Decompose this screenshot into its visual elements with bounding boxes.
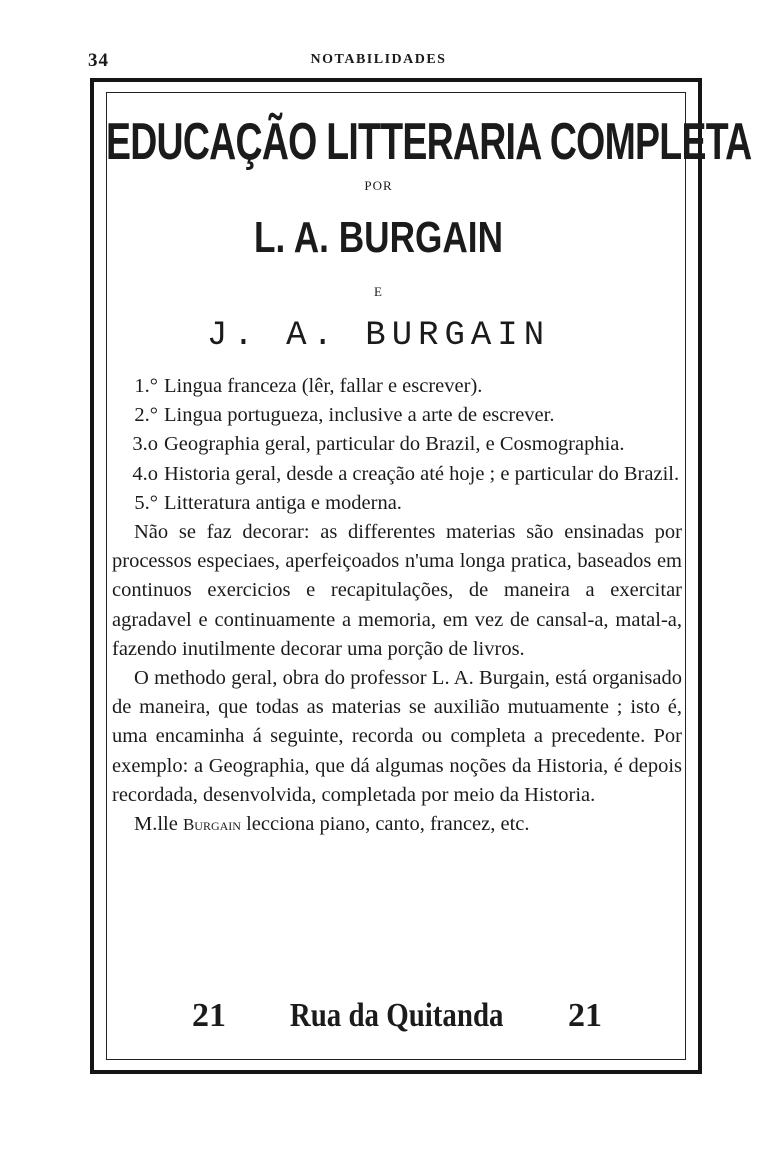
address-street: Rua da Quitanda [290,997,504,1034]
ad-por: POR [364,178,393,193]
signoff-name: Burgain [182,815,241,835]
subject-number: 5.° [134,491,158,514]
address-number-right: 21 [567,997,602,1034]
address-number-left: 21 [192,997,226,1034]
signoff-text: lecciona piano, canto, francez, etc. [246,813,530,836]
subject-item [112,430,682,459]
ad-body [112,372,682,839]
subject-list [112,372,682,518]
subject-text: Lingua franceza (lêr, fallar e escrever). [164,375,483,397]
method-paragraph-2: O methodo geral, obra do professor L. A. Burgain, está organisado de maneira, que todas as materias se auxilião mutuamente ; isto é, uma encaminha á seguinte, recorda ou completa a precedente. Por exemplo: a Geographia, que dá algumas noções da Historia, é depois recordada, desenvolvida, completada por meio da Historia. [112,667,682,806]
ad-conjunction: E [374,284,383,299]
subject-text: Litteratura antiga e moderna. [164,491,402,514]
running-head: NOTABILIDADES [310,52,447,67]
subject-item [112,372,682,401]
page-number: 34 [88,50,109,71]
subject-item [112,460,682,489]
signoff-line [112,810,682,839]
subject-number: 3.o [132,433,158,456]
ad-headline: EDUCAÇÃO LITTERARIA COMPLETA [105,113,752,171]
subject-item [112,489,682,518]
subject-number: 4.o [132,462,158,485]
method-paragraph: Não se faz decorar: as differentes materias são ensinadas por processos especiaes, aperfeiçoados n'uma longa pratica, baseados em continuos exercicios e recapitulações, de maneira a exercitar agradavel e continuamente a memoria, em vez de cansal-a, matal-a, fazendo inutilmente decorar uma porção de livros. [112,521,682,660]
ad-author-2: J. A. BURGAIN [206,317,551,355]
signoff-title: M.lle [134,813,178,836]
subject-text: Lingua portugueza, inclusive a arte de escrever. [164,404,555,427]
subject-text: Geographia geral, particular do Brazil, e Cosmographia. [164,433,625,456]
subject-text: Historia geral, desde a creação até hoje ; e particular do Brazil. [164,462,680,485]
ad-address [112,996,682,1036]
ad-author-1: L. A. BURGAIN [253,213,503,262]
subject-number: 2.° [134,404,158,427]
subject-item [112,401,682,430]
subject-number: 1.° [134,375,158,397]
